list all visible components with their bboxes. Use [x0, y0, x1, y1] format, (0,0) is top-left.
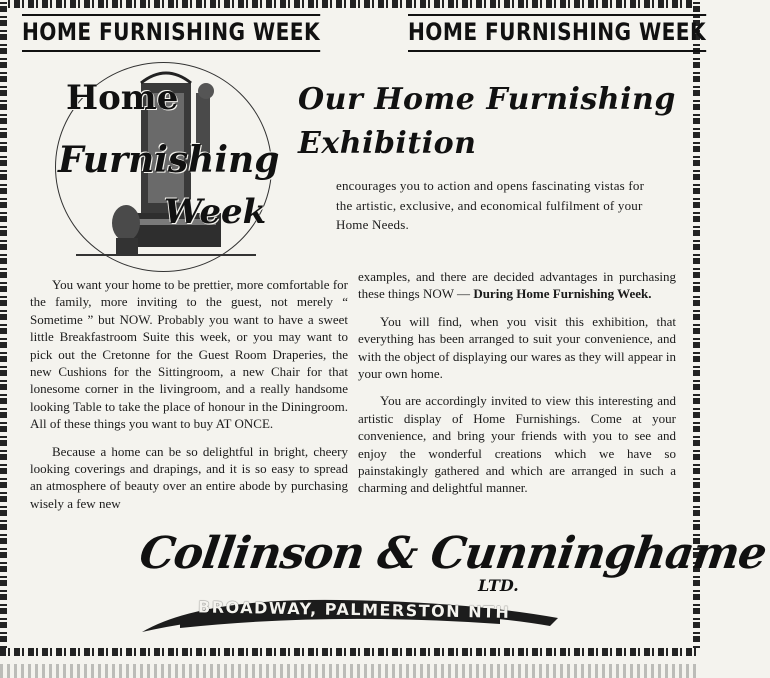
store-logo	[136, 524, 770, 636]
emblem-word-furnishing: Furnishing	[58, 139, 280, 181]
headline-line-2: Exhibition	[298, 126, 477, 161]
emblem-word-home: Home	[66, 78, 179, 118]
next-clipping-edge	[0, 664, 700, 678]
body-paragraph: You will find, when you visit this exhibition, that everything has been arranged to suit your convenience, and with the object of displaying our wares as they will appear in your own home.	[358, 313, 676, 382]
top-border	[0, 0, 700, 8]
body-column-right	[358, 268, 676, 507]
left-border	[0, 0, 7, 656]
body-text: examples, and there are decided advantages in purchasing these things NOW —	[358, 269, 676, 302]
intro-text: encourages you to action and opens fascinating vistas for the artistic, exclusive, and economical fulfilment of your Home Needs.	[336, 178, 645, 232]
body-paragraph	[358, 268, 676, 303]
body-emphasis: During Home Furnishing Week.	[473, 286, 652, 302]
banner-left: HOME FURNISHING WEEK	[22, 14, 320, 52]
body-paragraph: You are accordingly invited to view this interesting and artistic display of Home Furnishings. Come at your convenience, and bring your friends with you to see and enjoy the wonderful creations which we have so painstakingly gathered and which are arranged in such a charming and delightful manner.	[358, 393, 676, 496]
body-column-left	[30, 276, 348, 522]
body-paragraph: You want your home to be prettier, more comfortable for the family, more inviting to the guest, not merely “ Sometime ” but NOW. Probably you want to have a sweet little Breakfastroom Suite this week, or you may want to pick out the Cretonne for the Guest Room Draperies, the new Cushions for the Sittingroom, a new Chair for that lonesome corner in the livingroom, and a really handsome looking Table to take the place of honour in the Diningroom. All of these things you want to buy AT ONCE.	[30, 277, 348, 432]
bottom-border	[0, 648, 700, 656]
store-name: Collinson & Cunninghame	[136, 528, 770, 579]
store-address: BROADWAY, PALMERSTON NTH	[197, 597, 511, 622]
home-furnishing-week-emblem	[55, 62, 280, 272]
headline	[298, 78, 676, 166]
emblem-word-week: Week	[164, 192, 267, 232]
store-ltd: LTD.	[478, 576, 519, 595]
headline-line-1: Our Home Furnishing	[298, 82, 676, 117]
body-paragraph: Because a home can be so delightful in bright, cheery looking coverings and drapings, and it is so easy to spread an atmosphere of beauty over an entire abode by purchasing wisely a few new	[30, 443, 348, 511]
banner-right: HOME FURNISHING WEEK	[408, 14, 706, 52]
